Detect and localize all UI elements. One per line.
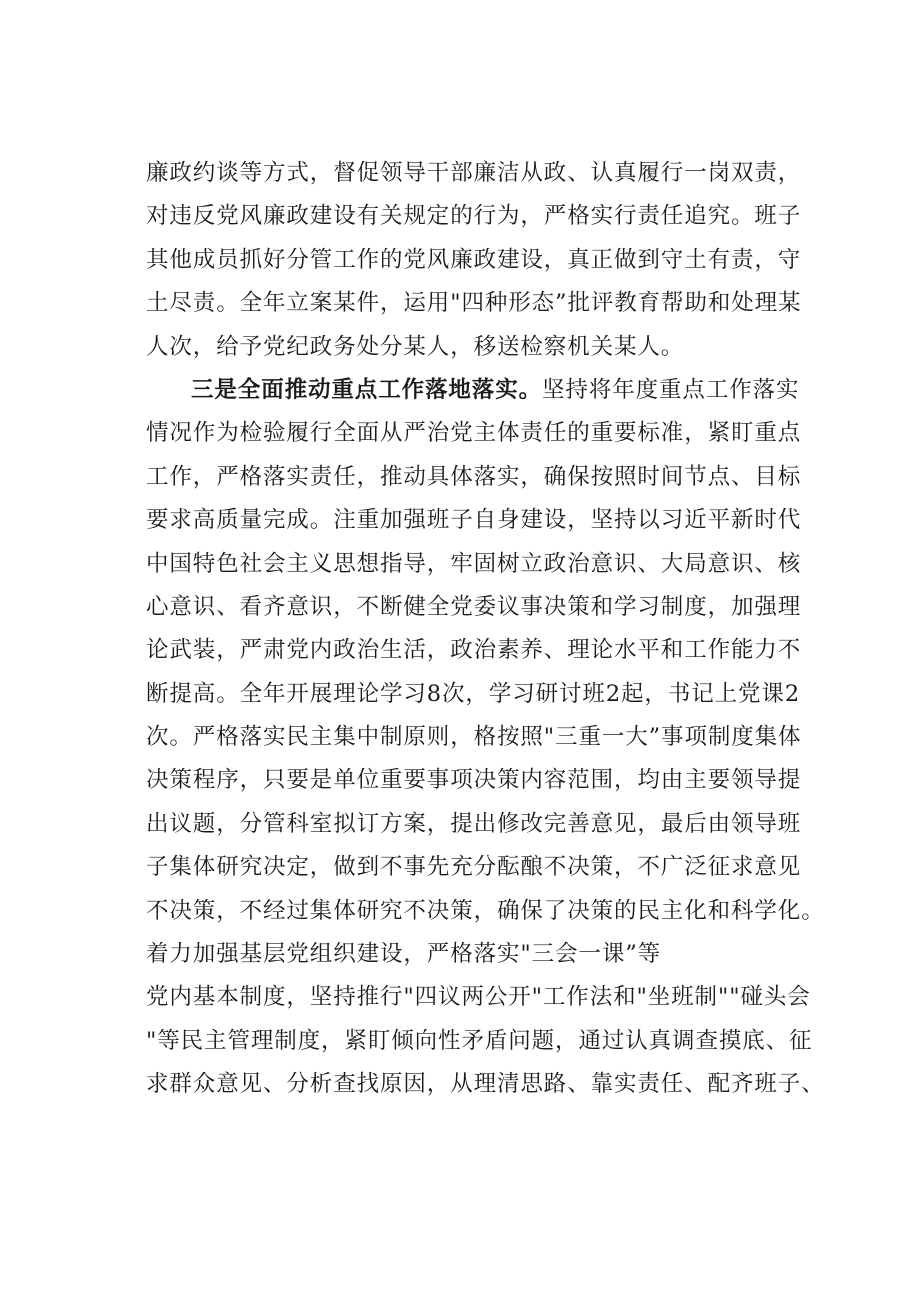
text-line: 次。严格落实民主集中制原则，格按照"三重一大”事项制度集体 [146,724,802,751]
text-line: "等民主管理制度，紧盯倾向性矛盾问题，通过认真调查摸底、征 [146,1027,813,1054]
paragraph-heading: 三是全面推动重点工作落地落实。 [191,376,543,403]
text-line: 出议题，分管科室拟订方案，提出修改完善意见，最后由领导班 [146,810,802,837]
text-line: 决策程序，只要是单位重要事项决策内容范围，均由主要领导提 [146,767,802,794]
text-line: 廉政约谈等方式，督促领导干部廉洁从政、认真履行一岗双责， [146,160,802,186]
paragraph-heading-rest: 坚持将年度重点工作落实 [542,376,800,403]
text-line: 断提高。全年开展理论学习8次，学习研讨班2起，书记上党课2 [146,680,801,707]
text-line: 人次，给予党纪政务处分某人，移送检察机关某人。 [146,333,685,360]
text-line: 论武装，严肃党内政治生活，政治素养、理论水平和工作能力不 [146,637,802,664]
text-line: 求群众意见、分析查找原因，从理清思路、靠实责任、配齐班子、 [146,1071,825,1098]
text-line: 工作，严格落实责任，推动具体落实，确保按照时间节点、目标 [146,463,802,490]
text-line: 着力加强基层党组织建设，严格落实"三会一课”等 [146,941,662,968]
text-line: 中国特色社会主义思想指导，牢固树立政治意识、大局意识、核 [146,550,802,577]
text-line: 其他成员抓好分管工作的党风廉政建设，真正做到守土有责，守 [146,246,802,273]
text-line: 对违反党风廉政建设有关规定的行为，严格实行责任追究。班子 [146,203,802,230]
body-text [146,152,826,1107]
text-line: 党内基本制度，坚持推行"四议两公开"工作法和"坐班制""碰头会 [146,984,811,1011]
text-line: 土尽责。全年立案某件，运用"四种形态”批评教育帮助和处理某 [146,290,802,317]
text-line: 情况作为检验履行全面从严治党主体责任的重要标准，紧盯重点 [146,420,802,447]
text-line: 心意识、看齐意识，不断健全党委议事决策和学习制度，加强理 [146,593,802,620]
text-line: 要求高质量完成。注重加强班子自身建设，坚持以习近平新时代 [146,507,802,534]
text-line: 子集体研究决定，做到不事先充分酝酿不决策，不广泛征求意见 [146,854,802,881]
paragraph-heading-line [146,369,826,412]
text-line: 不决策，不经过集体研究不决策，确保了决策的民主化和科学化。 [146,897,825,924]
